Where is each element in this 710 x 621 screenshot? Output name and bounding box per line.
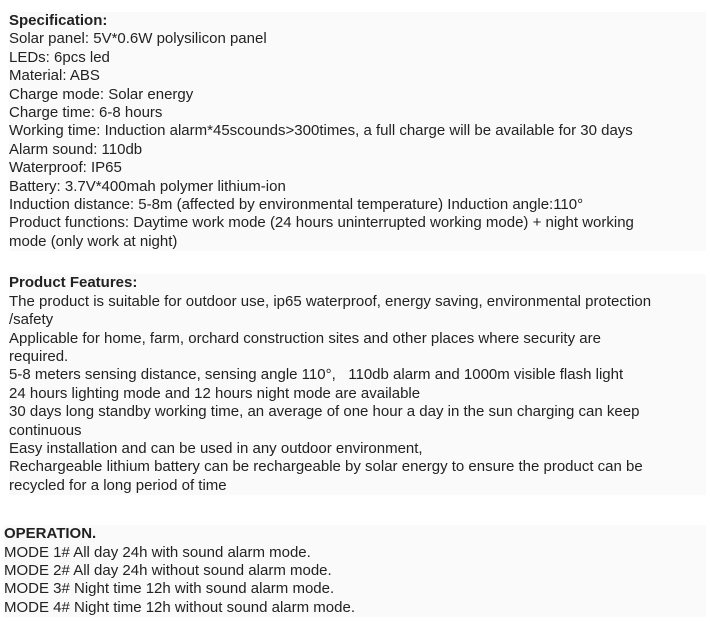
text-line: required.	[9, 347, 69, 365]
text-line: Battery: 3.7V*400mah polymer lithium-ion	[9, 177, 286, 195]
text-line: MODE 1# All day 24h with sound alarm mode.	[4, 543, 311, 561]
text-line: Rechargeable lithium battery can be rechargeable by solar energy to ensure the product can be	[9, 458, 643, 476]
text-line: MODE 3# Night time 12h with sound alarm mode.	[4, 580, 335, 598]
text-line: Charge mode: Solar energy	[9, 85, 194, 103]
spec-section	[9, 274, 706, 495]
section-lines	[9, 30, 706, 251]
text-line: Material: ABS	[9, 67, 100, 85]
text-line: continuous	[9, 421, 82, 439]
text-line: 30 days long standby working time, an average of one hour a day in the sun charging can keep	[9, 403, 640, 421]
text-line: The product is suitable for outdoor use, ip65 waterproof, energy saving, environmental protection	[9, 292, 652, 310]
section-heading: Product Features:	[9, 274, 138, 292]
text-line: Solar panel: 5V*0.6W polysilicon panel	[9, 30, 267, 48]
section-lines	[9, 293, 706, 495]
text-line: Charge time: 6-8 hours	[9, 104, 163, 122]
text-line: LEDs: 6pcs led	[9, 48, 110, 66]
text-line: Alarm sound: 110db	[9, 140, 143, 158]
text-line: Waterproof: IP65	[9, 159, 122, 177]
section-lines	[4, 544, 706, 618]
text-line: Product functions: Daytime work mode (24 hours uninterrupted working mode) + night working	[9, 214, 634, 232]
text-line: mode (only work at night)	[9, 232, 178, 250]
section-heading: Specification:	[9, 12, 108, 29]
section-heading: OPERATION.	[4, 525, 97, 543]
text-line: /safety	[9, 311, 54, 329]
text-line: recycled for a long period of time	[9, 476, 227, 494]
text-line: Applicable for home, farm, orchard construction sites and other places where security are	[9, 329, 601, 347]
text-line: Easy installation and can be used in any outdoor environment,	[9, 439, 423, 457]
text-line: 5-8 meters sensing distance, sensing angle 110°, 110db alarm and 1000m visible flash light	[9, 366, 624, 384]
text-line: 24 hours lighting mode and 12 hours night mode are available	[9, 384, 421, 402]
text-line: MODE 4# Night time 12h without sound alarm mode.	[4, 598, 355, 616]
spec-section	[4, 525, 706, 617]
text-line: Induction distance: 5-8m (affected by environmental temperature) Induction angle:110°	[9, 196, 584, 214]
text-line: MODE 2# All day 24h without sound alarm mode.	[4, 561, 332, 579]
text-line: Working time: Induction alarm*45scounds>300times, a full charge will be available for 30 days	[9, 122, 633, 140]
spec-section	[9, 12, 706, 251]
